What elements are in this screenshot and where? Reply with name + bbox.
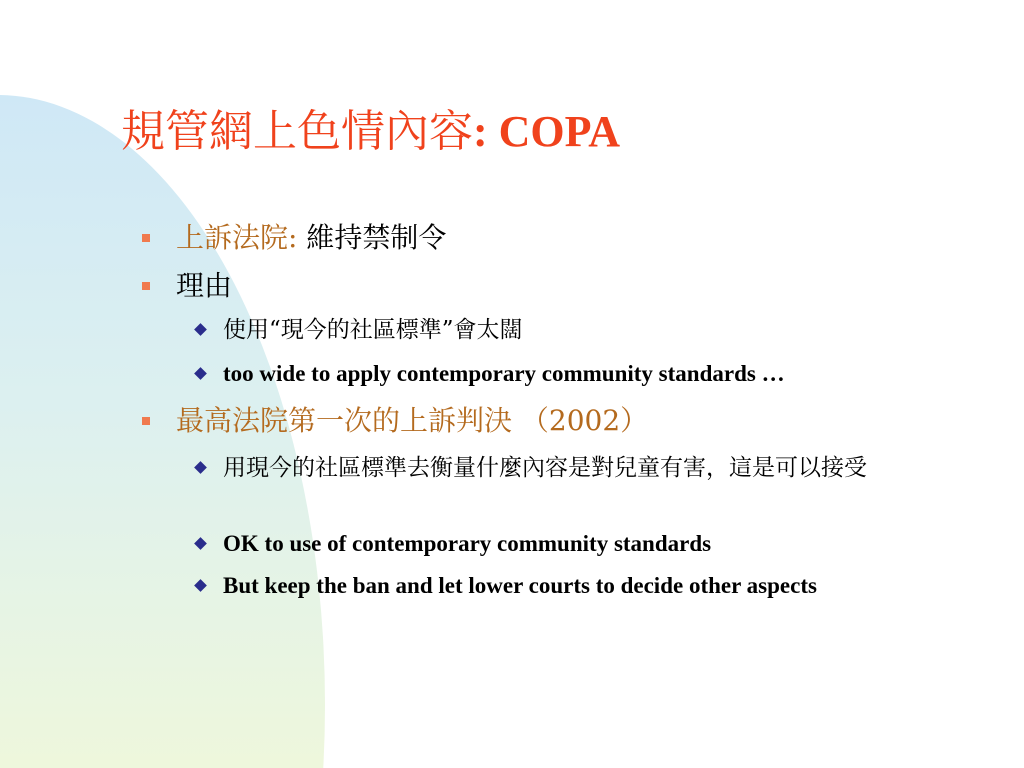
- bullet-text: But keep the ban and let lower courts to decide other aspects: [223, 573, 817, 598]
- bullet-text: OK to use of contemporary community standards: [223, 531, 712, 556]
- sub-bullet-community-standards-en: [223, 359, 785, 389]
- diamond-bullet-icon: [194, 461, 207, 474]
- bullet-text: 理由: [176, 269, 233, 302]
- bullet-accent: 最高法院第一次的上訴判決 （2002）: [176, 404, 649, 437]
- sub-bullet-ok-en: [223, 529, 711, 559]
- bullet-accent: 上訴法院:: [176, 221, 298, 254]
- square-bullet-icon: [142, 282, 150, 290]
- diamond-bullet-icon: [194, 367, 207, 380]
- bullet-text: 使用“現今的社區標準”會太闊: [223, 317, 523, 343]
- bullet-text: 用現今的社區標準去衡量什麼內容是對兒童有害，這是可以接受: [223, 455, 867, 481]
- bullet-supreme-court: [176, 404, 648, 438]
- bullet-text: 維持禁制令: [297, 221, 447, 254]
- square-bullet-icon: [142, 234, 150, 242]
- bullet-appeals-court: [176, 221, 446, 255]
- square-bullet-icon: [142, 417, 150, 425]
- sub-bullet-acceptable-zh: [223, 453, 973, 483]
- title-main: 規管網上色情內容: [121, 106, 473, 157]
- bullet-text: too wide to apply contemporary community standards …: [223, 361, 785, 386]
- bullet-reasons: [176, 269, 232, 303]
- diamond-bullet-icon: [194, 323, 207, 336]
- sub-bullet-keep-ban-en: [223, 571, 817, 601]
- diamond-bullet-icon: [194, 537, 207, 550]
- title-suffix: : COPA: [473, 107, 621, 156]
- diamond-bullet-icon: [194, 579, 207, 592]
- sub-bullet-community-standards-zh: [223, 315, 523, 345]
